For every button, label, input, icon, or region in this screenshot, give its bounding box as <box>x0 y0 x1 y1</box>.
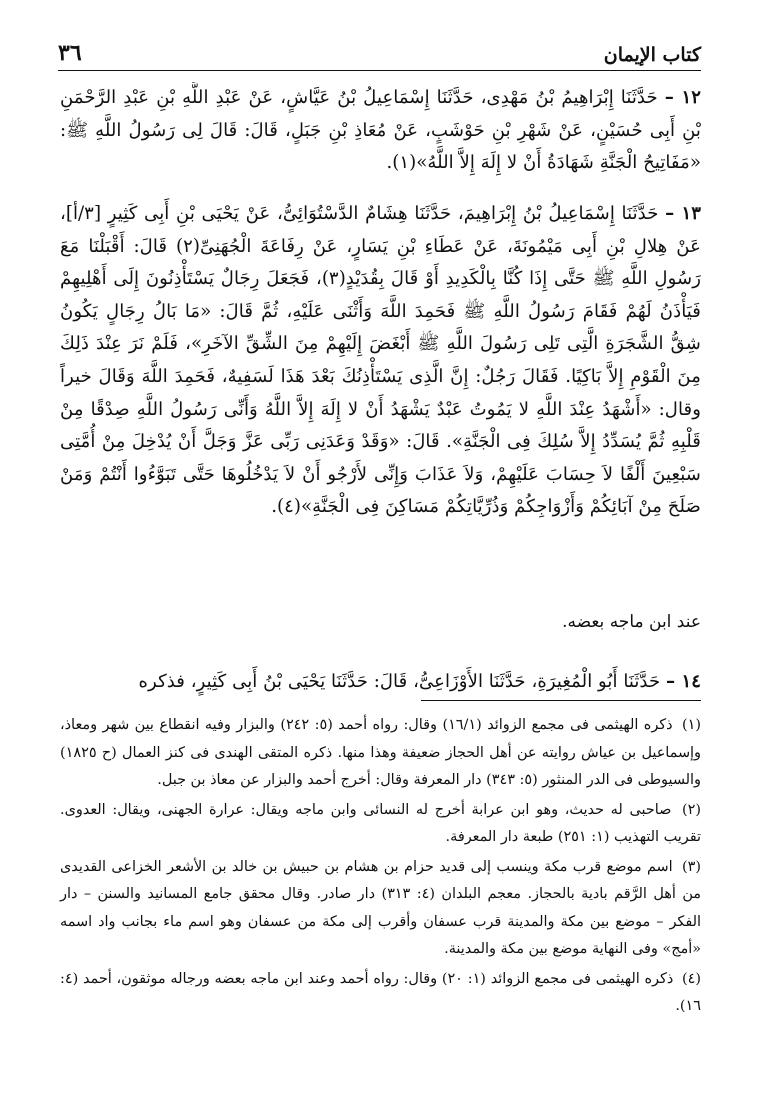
narration-note: عند ابن ماجه بعضه. <box>562 612 701 632</box>
footnote-3 <box>60 854 701 964</box>
footnote-number: (١) <box>682 717 702 733</box>
footnotes <box>60 712 701 1023</box>
page-number: ٣٦ <box>58 40 82 66</box>
footnote-1 <box>60 712 701 795</box>
footnote-number: (٤) <box>682 970 701 987</box>
footnote-text: صاحبى له حديث، وهو ابن عرابة أخرج له النسائى وابن ماجه ويقال: عرارة الجهنى، ويقال: العدوى. تقريب التهذيب (١: ٢٥١) طبعة دار المعرفة. <box>60 801 701 845</box>
chapter-title: كتاب الإيمان <box>603 44 701 66</box>
footnote-text: ذكره الهيثمى فى مجمع الزوائد (١٦/١) وقال: رواه أحمد (٥: ٢٤٢) والبزار وفيه انقطاع بين شهر ومعاذ، وإسماعيل بن عياش روايته عن أهل الحجاز ضعيفة وهذا منها. ذكره المتقى الهندى فى كنز العمال (ح ١٨٢٥) والسيوطى فى الدر المنثور (٥: ٣٤٣) دار المعرفة وقال: أخرج أحمد والبزار عن معاذ بن جبل. <box>60 717 701 788</box>
hadith-12 <box>60 82 701 198</box>
footnote-2 <box>60 797 701 852</box>
footnote-number: (٢) <box>682 801 701 818</box>
hadith-number: ١٤ – <box>666 671 701 693</box>
footnote-4 <box>60 966 701 1021</box>
footnote-separator <box>421 700 701 701</box>
hadith-text: حَدَّثَنَا إِسْمَاعِيلُ بْنُ إِبْرَاهِيمَ، حَدَّثَنَا هِشَامٌ الدَّسْتُوَائِىُّ، عَنْ يَحْيَى بْنِ أَبِى كَثِيرٍ [٣/أ]، عَنْ هِلالِ بْنِ أَبِى مَيْمُونَةَ، عَنْ عَطَاءِ بْنِ يَسَارٍ، عَنْ رِفَاعَةَ الْجُهَنِىِّ(٢) قَالَ: أَقْبَلْنَا مَعَ رَسُولِ اللَّهِ ﷺ حَتَّى إِذَا كُنَّا بِالْكَدِيدِ أَوْ قَالَ بِقُدَيْدٍ(٣)، فَجَعَلَ رِجَالٌ يَسْتَأْذِنُونَ إِلَى أَهْلِيهِمْ فَيَأْذَنُ لَهُمْ فَقَامَ رَسُولُ اللَّهِ ﷺ فَحَمِدَ اللَّهَ وَأَثْنَى عَلَيْهِ، ثُمَّ قَالَ: «مَا بَالُ رِجَالٍ يَكُونُ شِقُّ الشَّجَرَةِ الَّتِى تَلِى رَسُولَ اللَّهِ ﷺ أَبْغَضَ إِلَيْهِمْ مِنَ الشِّقِّ الآخَرِ»، فَلَمْ نَرَ عِنْدَ ذَلِكَ مِنَ الْقَوْمِ إِلاَّ بَاكِيًا. فَقَالَ رَجُلٌ: إِنَّ الَّذِى يَسْتَأْذِنُكَ بَعْدَ هَذَا لَسَفِيهٌ، فَحَمِدَ اللَّهَ وَقَالَ خيراً وقال: «أَشْهَدُ عِنْدَ اللَّهِ لا يَمُوتُ عَبْدٌ يَشْهَدُ أَنْ لا إِلَهَ إِلاَّ اللَّهُ وَأَنِّى رَسُولُ اللَّهِ صِدْقًا مِنْ قَلْبِهِ ثُمَّ يُسَدِّدُ إِلاَّ سُلِكَ فِى الْجَنَّةِ». قَالَ: «وَقَدْ وَعَدَنِى رَبِّى عَزَّ وَجَلَّ أَنْ يُدْخِلَ مِنْ أُمَّتِى سَبْعِينَ أَلْفًا لاَ حِسَابَ عَلَيْهِمْ، وَلاَ عَذَابَ وَإِنِّى لأَرْجُو أَنْ لاَ يَدْخُلُوهَا حَتَّى تَبَوَّءُوا أَنْتُمْ وَمَنْ صَلَحَ مِنْ آبَائِكُمْ وَأَزْوَاجِكُمْ وَذُرِّيَّاتِكُمْ مَسَاكِنَ فِى الْجَنَّةِ»(٤). <box>60 203 701 518</box>
hadith-number: ١٣ – <box>665 203 701 224</box>
hadith-13 <box>60 198 701 600</box>
hadith-text: حَدَّثَنَا إِبْرَاهِيمُ بْنُ مَهْدِى، حَدَّثَنَا إِسْمَاعِيلُ بْنُ عَيَّاشٍ، عَنْ عَبْدِ اللَّهِ بْنِ عَبْدِ الرَّحْمَنِ بْنِ أَبِى حُسَيْنٍ، عَنْ شَهْرِ بْنِ حَوْشَبٍ، عَنْ مُعَاذِ بْنِ جَبَلٍ، قَالَ: قَالَ لِى رَسُولُ اللَّهِ ﷺ: «مَفَاتِيحُ الْجَنَّةِ شَهَادَةُ أَنْ لا إِلَهَ إِلاَّ اللَّهُ»(١). <box>60 87 701 174</box>
footnote-number: (٣) <box>682 858 701 875</box>
page-header <box>58 36 701 71</box>
hadith-text: حَدَّثَنَا أَبُو الْمُغِيرَةِ، حَدَّثَنَا الأَوْزَاعِىُّ، قَالَ: حَدَّثَنَا يَحْيَى بْنُ أَبِى كَثِيرٍ، فذكره <box>138 671 661 693</box>
footnote-text: ذكره الهيثمى فى مجمع الزوائد (١: ٢٠) وقال: رواه أحمد وعند ابن ماجه بعضه ورجاله موثقون، أحمد (٤: ١٦). <box>60 970 701 1014</box>
main-text <box>60 82 701 724</box>
hadith-number: ١٢ – <box>664 87 701 108</box>
footnote-text: اسم موضع قرب مكة وينسب إلى قديد حزام بن هشام بن حبيش بن خالد بن الأشعر الخزاعى القديدى من أهل الرَّقم بادية بالحجاز. معجم البلدان (٤: ٣١٣) دار صادر. وقال محقق جامع المسانيد والسنن – دار الفكر – موضع بين مكة والمدينة قرب عسفان وأقرب إلى مكة من عسفان وهو اسم ماء بجانب واد اسمه «أمج» وفى النهاية موضع بين مكة والمدينة. <box>60 858 701 957</box>
